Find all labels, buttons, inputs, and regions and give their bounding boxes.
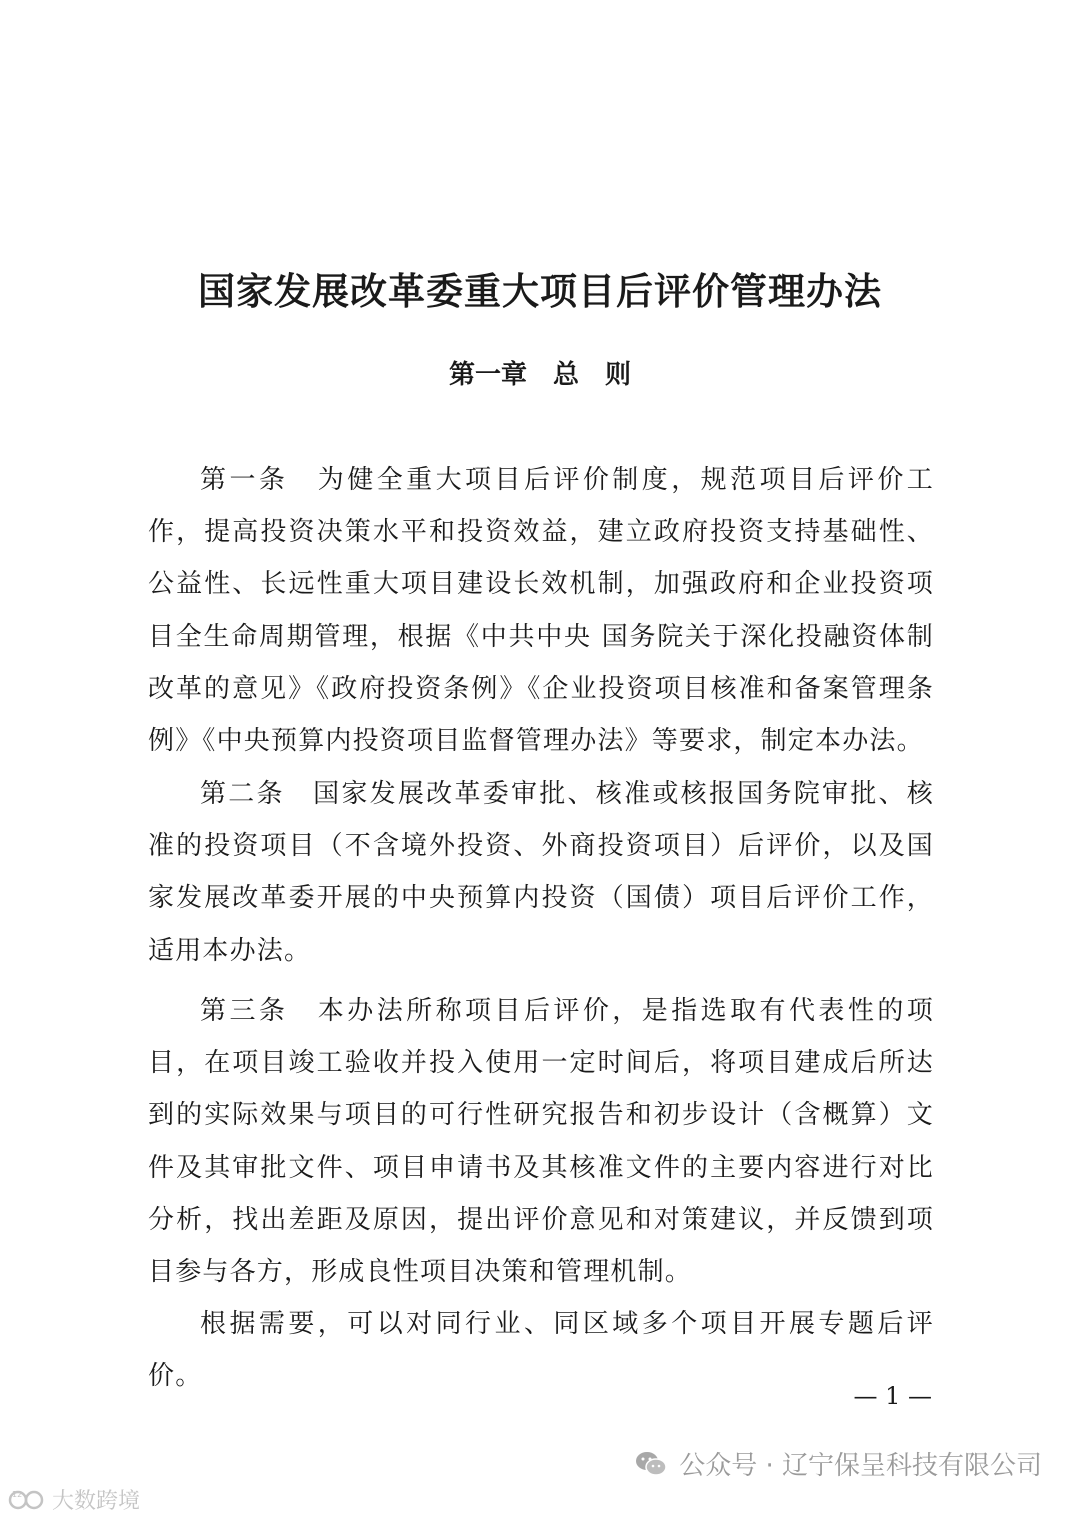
wechat-icon xyxy=(635,1450,667,1478)
svg-text:12: 12 xyxy=(12,1489,23,1499)
article-3-supplement-paragraph: 根据需要，可以对同行业、同区域多个项目开展专题后评价。 xyxy=(148,1309,934,1392)
corner-watermark-text: 大数跨境 xyxy=(52,1489,141,1514)
article-2-paragraph: 第二条 国家发展改革委审批、核准或核报国务院审批、核准的投资项目（不含境外投资、外商投资项目）后评价，以及国家发展改革委开展的中央预算内投资（国债）项目后评价工作，适用本办法。 xyxy=(148,779,934,966)
page-number: — 1 — xyxy=(853,1382,932,1410)
article-3-paragraph: 第三条 本办法所称项目后评价，是指选取有代表性的项目，在项目竣工验收并投入使用一定时间后，将项目建成后所达到的实际效果与项目的可行性研究报告和初步设计（含概算）文件及其审批文件、项目申请书及其核准文件的主要内容进行对比分析，找出差距及原因，提出评价意见和对策建议，并反馈到项目参与各方，形成良性项目决策和管理机制。 xyxy=(148,996,934,1288)
logo-icon xyxy=(8,1487,48,1513)
document-title: 国家发展改革委重大项目后评价管理办法 xyxy=(198,268,882,313)
article-1-paragraph: 第一条 为健全重大项目后评价制度，规范项目后评价工作，提高投资决策水平和投资效益，建立政府投资支持基础性、公益性、长远性重大项目建设长效机制，加强政府和企业投资项目全生命周期管理，根据《中共中央 国务院关于深化投融资体制改革的意见》《政府投资条例》《企业投资项目核准和备案管理条例》《中央预算内投资项目监督管理办法》等要求，制定本办法。 xyxy=(148,465,934,757)
footer-watermark xyxy=(635,1445,1042,1482)
corner-watermark xyxy=(8,1484,140,1515)
footer-watermark-text: 公众号 · 辽宁保呈科技有限公司 xyxy=(679,1451,1042,1481)
chapter-heading: 第一章 总 则 xyxy=(448,360,631,390)
